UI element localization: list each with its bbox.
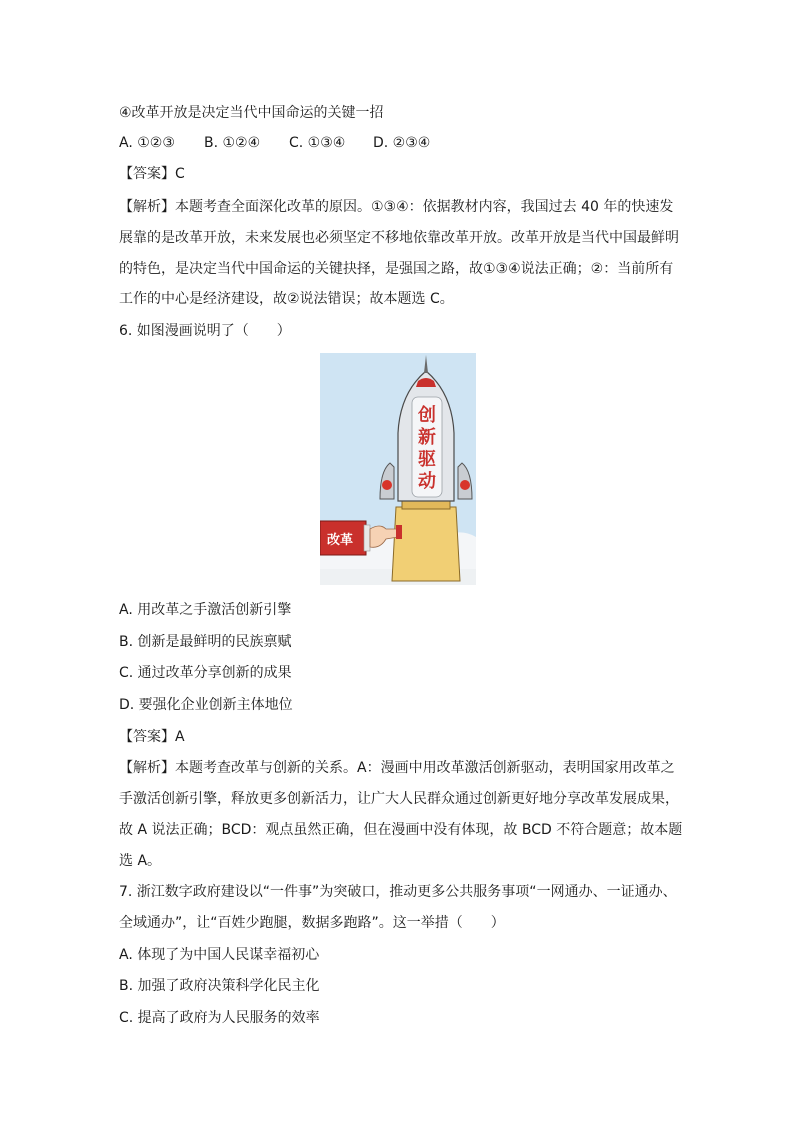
q7-option-c: C. 提高了政府为人民服务的效率 — [119, 1010, 320, 1026]
q5-answer: 【答案】C — [119, 166, 185, 182]
rocket-text-1: 创 — [418, 405, 436, 426]
q6-analysis-line-4: 选 A。 — [119, 853, 162, 869]
q5-analysis-line-2: 展靠的是改革开放，未来发展也必须坚定不移地依靠改革开放。改革开放是当代中国最鲜明 — [119, 230, 679, 246]
q6-answer: 【答案】A — [119, 729, 185, 745]
q6-option-c: C. 通过改革分享创新的成果 — [119, 665, 292, 681]
launch-button — [396, 525, 402, 539]
q6-stem: 6. 如图漫画说明了（ ） — [119, 323, 291, 339]
q5-option-a: A. ①②③ — [119, 135, 175, 151]
q7-stem-line-1: 7. 浙江数字政府建设以“一件事”为突破口，推动更多公共服务事项“一网通办、一证通办、 — [119, 884, 677, 900]
q5-options — [119, 133, 430, 153]
left-booster-light — [382, 480, 392, 490]
rocket-text-4: 动 — [418, 471, 436, 492]
q6-analysis-line-1: 【解析】本题考查改革与创新的关系。A：漫画中用改革激活创新驱动，表明国家用改革之 — [119, 760, 675, 776]
q6-option-d: D. 要强化企业创新主体地位 — [119, 697, 293, 713]
right-booster-light — [460, 480, 470, 490]
q6-analysis-line-3: 故 A 说法正确；BCD：观点虽然正确，但在漫画中没有体现，故 BCD 不符合题意；故本题 — [119, 822, 683, 838]
q5-option-c: C. ①③④ — [289, 135, 346, 151]
reform-innovation-cartoon — [320, 353, 476, 585]
sleeve-cuff — [364, 525, 370, 551]
launch-pedestal — [392, 507, 460, 581]
q6-option-a: A. 用改革之手激活创新引擎 — [119, 602, 292, 618]
q5-analysis-line-1: 【解析】本题考查全面深化改革的原因。①③④：依据教材内容，我国过去 40 年的快速发 — [119, 199, 674, 215]
q6-option-b: B. 创新是最鲜明的民族禀赋 — [119, 634, 292, 650]
q5-analysis-line-3: 的特色，是决定当代中国命运的关键抉择，是强国之路，故①③④说法正确；②：当前所有 — [119, 261, 674, 277]
sleeve-text: 改革 — [326, 533, 354, 548]
q7-option-a: A. 体现了为中国人民谋幸福初心 — [119, 947, 320, 963]
q5-statement-4: ④改革开放是决定当代中国命运的关键一招 — [119, 105, 384, 121]
q5-analysis-line-4: 工作的中心是经济建设，故②说法错误；故本题选 C。 — [119, 291, 454, 307]
q5-option-d: D. ②③④ — [373, 135, 431, 151]
q6-analysis-line-2: 手激活创新引擎，释放更多创新活力，让广大人民群众通过创新更好地分享改革发展成果， — [119, 791, 679, 807]
q7-option-b: B. 加强了政府决策科学化民主化 — [119, 978, 320, 994]
q7-stem-line-2: 全域通办”，让“百姓少跑腿，数据多跑路”。这一举措（ ） — [119, 915, 505, 931]
q5-option-b: B. ①②④ — [204, 135, 261, 151]
rocket-text-2: 新 — [418, 427, 436, 448]
rocket-text-3: 驱 — [418, 449, 436, 470]
